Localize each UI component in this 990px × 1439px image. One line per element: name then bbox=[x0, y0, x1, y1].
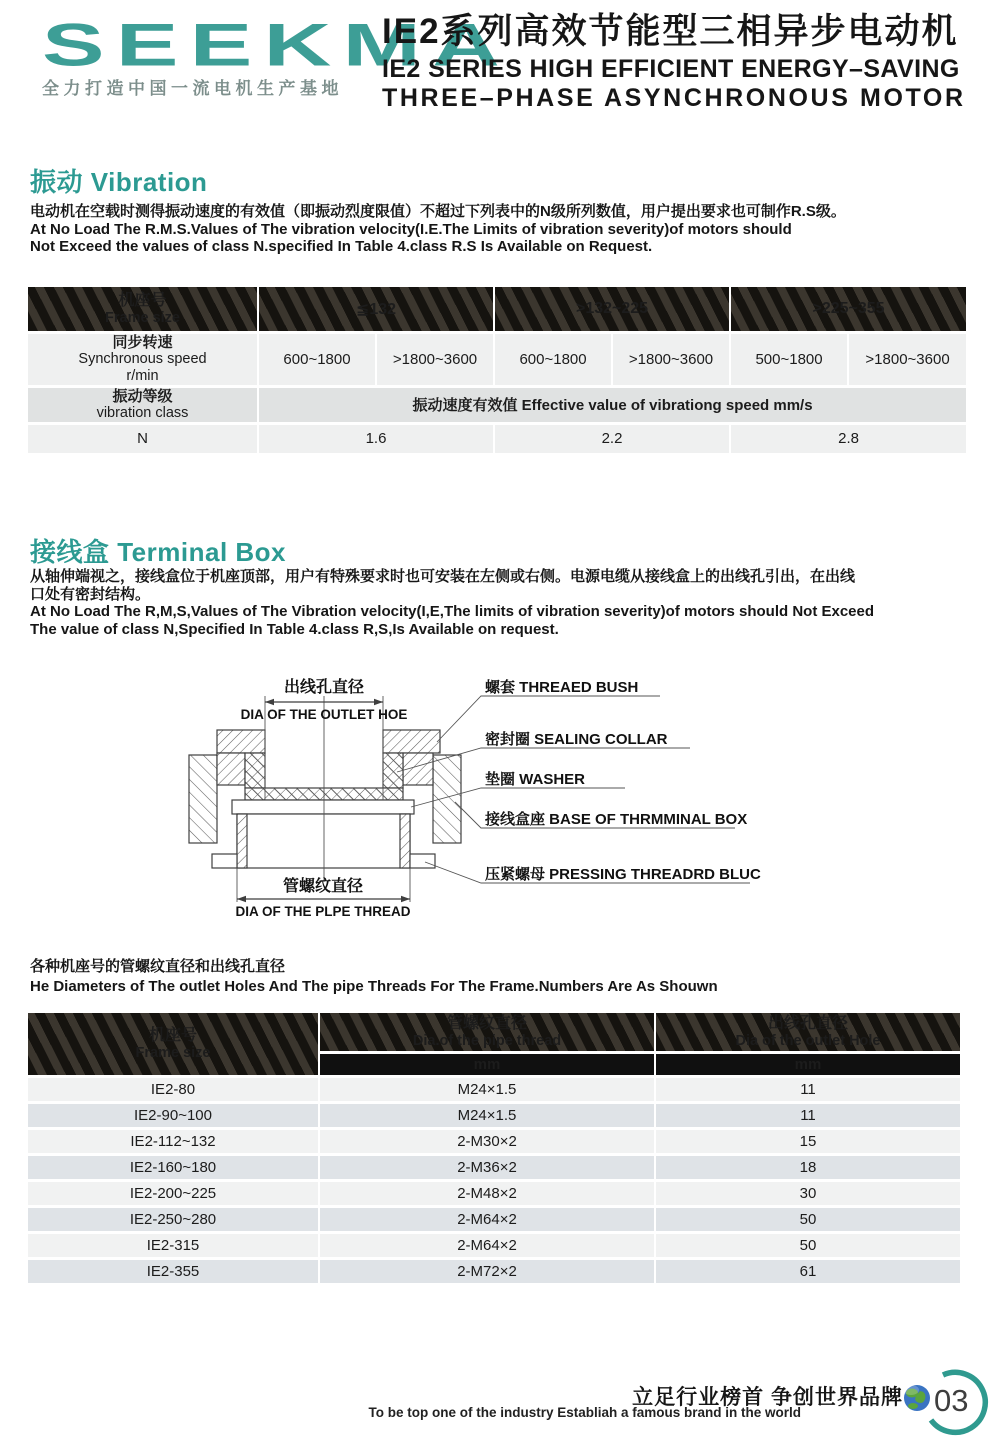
gland-dimensions-table bbox=[26, 1010, 962, 1286]
terminal-para-en2: The value of class N,Specified In Table 4.class R,S,Is Available on request. bbox=[30, 620, 559, 638]
threaded-bush-right bbox=[383, 730, 440, 753]
vibration-paragraph bbox=[30, 203, 965, 256]
seekma-logo: SEEKMA bbox=[42, 10, 512, 79]
vibration-heading: 振动 Vibration bbox=[30, 167, 208, 197]
label-threaded-bush: 螺套 THREAED BUSH bbox=[485, 679, 639, 696]
group-header-132-225: >132~225 bbox=[495, 287, 729, 331]
dim-bottom-en: DIA OF THE PLPE THREAD bbox=[235, 904, 411, 919]
terminal-box-heading: 接线盒 Terminal Box bbox=[30, 537, 287, 567]
dim-bottom-zh: 管螺纹直径 bbox=[282, 878, 364, 895]
diagram-labels bbox=[484, 678, 761, 883]
sealing-collar-left bbox=[245, 753, 265, 788]
page-number-badge bbox=[898, 1368, 990, 1436]
terminal-box-paragraph bbox=[30, 568, 965, 638]
unit-cell-mm: mm bbox=[320, 1054, 654, 1075]
frame-size-header-cell: 机座号 Frame size bbox=[28, 1013, 318, 1075]
gland-table-note bbox=[30, 955, 718, 995]
table-row: IE2-90~100 M24×1.5 11 bbox=[28, 1104, 960, 1127]
pressing-nut-body bbox=[237, 814, 410, 868]
sync-value: >1800~3600 bbox=[377, 334, 493, 385]
dim-top-zh: 出线孔直径 bbox=[283, 679, 365, 696]
logo-tagline: 全力打造中国一流电机生产基地 bbox=[42, 79, 343, 98]
label-sealing-collar: 密封圈 SEALING COLLAR bbox=[485, 731, 668, 748]
title-english-line2: THREE–PHASE ASYNCHRONOUS MOTOR bbox=[382, 83, 966, 112]
class-n-row bbox=[28, 425, 966, 453]
terminal-para-zh1: 从轴伸端视之，接线盒位于机座顶部，用户有特殊要求时也可安装在左侧或右侧。电源电缆从接线盒上的出线孔引出，在出线 bbox=[30, 568, 856, 585]
vibration-class-label-cell: 振动等级 vibration class bbox=[28, 388, 257, 422]
page-title bbox=[382, 12, 988, 111]
vibration-para-en1: At No Load The R.M.S.Values of The vibration velocity(I.E.The Limits of vibration severity)of motors should bbox=[30, 220, 792, 238]
vibration-table bbox=[26, 284, 968, 456]
nut-flange-right bbox=[410, 854, 435, 868]
dim-top-en: DIA OF THE OUTLET HOE bbox=[240, 707, 408, 722]
threaded-bush-left bbox=[217, 730, 265, 753]
page-number: 03 bbox=[934, 1383, 969, 1418]
terminal-para-zh2: 口处有密封结构。 bbox=[30, 585, 151, 603]
label-base-of-terminal-box: 接线盒座 BASE OF THRMMINAL BOX bbox=[485, 811, 748, 828]
table-row: IE2-112~132 2-M30×2 15 bbox=[28, 1130, 960, 1153]
frame-size-header-cell: 机座号 Frame size bbox=[28, 287, 257, 331]
n-value: 2.8 bbox=[731, 425, 966, 453]
outlet-hole-header-cell: 出线孔直径 Dia of the outlet Hole bbox=[656, 1013, 960, 1051]
vibration-para-en2: Not Exceed the values of class N.specified In Table 4.class R.S Is Available on Request. bbox=[30, 238, 653, 256]
gland-table-header-row bbox=[28, 1013, 960, 1051]
sync-value: 600~1800 bbox=[495, 334, 611, 385]
table-row: IE2-315 2-M64×2 50 bbox=[28, 1234, 960, 1257]
frame-boss-right bbox=[433, 755, 461, 843]
sync-speed-label-cell: 同步转速 Synchronous speed r/min bbox=[28, 334, 257, 385]
sync-value: 500~1800 bbox=[731, 334, 847, 385]
pipe-thread-header-cell: 管螺纹直径 Dia.of the pipe thread bbox=[320, 1013, 654, 1051]
title-english-line1: IE2 SERIES HIGH EFFICIENT ENERGY–SAVING bbox=[382, 54, 960, 83]
table-row: IE2-80 M24×1.5 11 bbox=[28, 1078, 960, 1101]
sync-value: 600~1800 bbox=[259, 334, 375, 385]
n-value: 1.6 bbox=[259, 425, 493, 453]
sealing-collar-right bbox=[383, 753, 403, 788]
sync-speed-row bbox=[28, 334, 966, 385]
sync-value: >1800~3600 bbox=[849, 334, 966, 385]
class-n-label: N bbox=[28, 425, 257, 453]
washer-part bbox=[232, 800, 414, 814]
footer-slogan-en: To be top one of the industry Establiah a famous brand in the world bbox=[368, 1405, 801, 1420]
sync-value: >1800~3600 bbox=[613, 334, 729, 385]
label-washer: 垫圈 WASHER bbox=[485, 771, 586, 788]
table-row: IE2-355 2-M72×2 61 bbox=[28, 1260, 960, 1283]
note-en: He Diameters of The outlet Holes And The pipe Threads For The Frame.Numbers Are As Shouwn bbox=[30, 978, 718, 995]
frame-boss-left bbox=[189, 755, 217, 843]
vibration-table-header-row bbox=[28, 287, 966, 331]
note-zh: 各种机座号的管螺纹直径和出线孔直径 bbox=[30, 958, 286, 975]
unit-cell-mm: mm bbox=[656, 1054, 960, 1075]
vibration-para-zh: 电动机在空载时测得振动速度的有效值（即振动烈度限值）不超过下列表中的N级所列数值，用户提出要求也可制作R.S级。 bbox=[30, 203, 846, 220]
footer-slogan-zh: 立足行业榜首 争创世界品牌 bbox=[632, 1386, 903, 1409]
title-chinese: IE2系列高效节能型三相异步电动机 bbox=[382, 12, 959, 51]
effective-value-cell: 振动速度有效值 Effective value of vibrationg speed mm/s bbox=[259, 388, 966, 422]
group-header-132: ≦132 bbox=[259, 287, 493, 331]
table-row: IE2-250~280 2-M64×2 50 bbox=[28, 1208, 960, 1231]
terminal-box-diagram bbox=[85, 650, 875, 942]
nut-flange-left bbox=[212, 854, 237, 868]
globe-icon bbox=[903, 1385, 930, 1411]
gland-cross-section bbox=[189, 730, 461, 868]
group-header-225-355: >225~355 bbox=[731, 287, 966, 331]
n-value: 2.2 bbox=[495, 425, 729, 453]
vibration-class-row bbox=[28, 388, 966, 422]
dim-pipe-thread bbox=[235, 876, 410, 919]
table-row: IE2-200~225 2-M48×2 30 bbox=[28, 1182, 960, 1205]
table-row: IE2-160~180 2-M36×2 18 bbox=[28, 1156, 960, 1179]
terminal-para-en1: At No Load The R,M,S,Values of The Vibration velocity(I,E,The limits of vibration severity)of motors should Not Exceed bbox=[30, 603, 875, 621]
label-pressing-nut: 压紧螺母 PRESSING THREADRD BLUC bbox=[485, 866, 761, 883]
